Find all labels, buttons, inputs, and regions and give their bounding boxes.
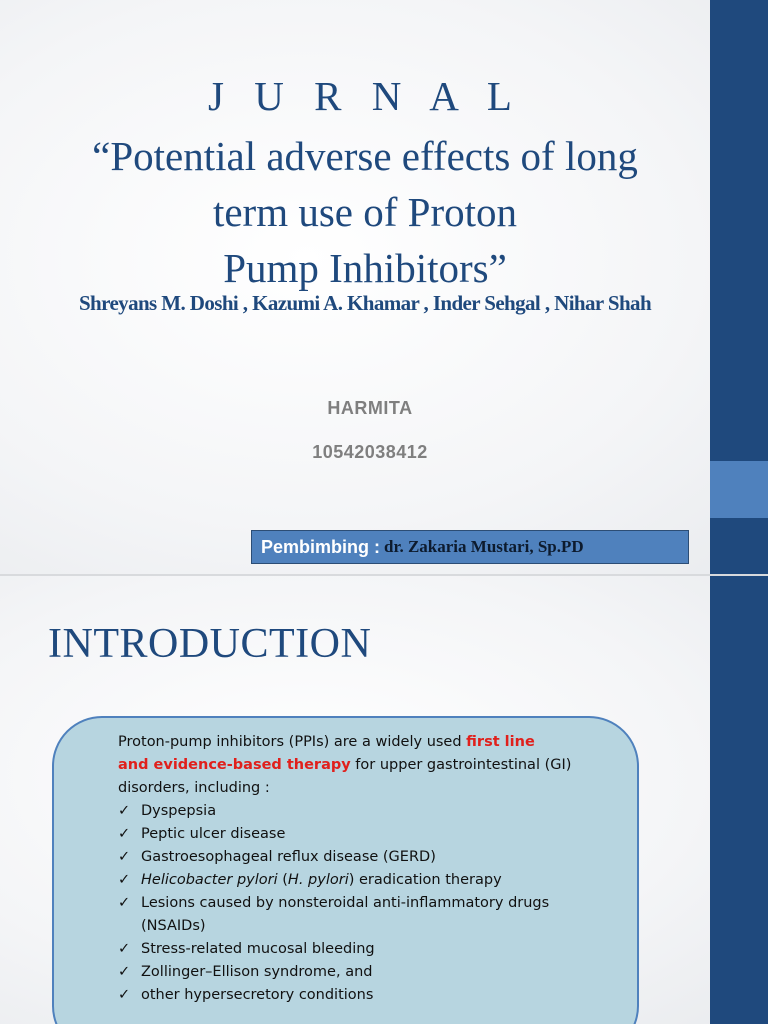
list-item: ✓ Peptic ulcer disease: [118, 823, 598, 846]
list-text: ) eradication therapy: [348, 872, 502, 888]
intro-paragraph: [118, 731, 598, 800]
intro-highlight: first line: [466, 734, 535, 750]
journal-label: J U R N A L: [208, 73, 522, 119]
paper-title-line: term use of Proton: [212, 189, 518, 235]
slide-side-bar: [710, 576, 768, 1024]
supervisor-label: Pembimbing :: [261, 536, 381, 557]
list-text: (NSAIDs): [141, 918, 206, 934]
list-text: (: [277, 872, 288, 888]
intro-content: [118, 731, 598, 1007]
intro-text: Proton-pump inhibitors (PPIs) are a widely used: [118, 734, 467, 750]
paper-authors: Shreyans M. Doshi , Kazumi A. Khamar , Inder Sehgal , Nihar Shah: [78, 291, 652, 315]
list-item: [118, 869, 598, 892]
intro-highlight: and evidence-based therapy: [118, 757, 351, 773]
supervisor-box: [251, 530, 689, 564]
italic-term: H. pylori: [287, 872, 349, 888]
slide-side-accent: [710, 461, 768, 518]
italic-term: Helicobacter pylori: [141, 872, 278, 888]
list-item: ✓ Stress-related mucosal bleeding: [118, 938, 598, 961]
list-text: ✓ Lesions caused by nonsteroidal anti-inflammatory drugs: [141, 895, 550, 911]
student-id: 10542038412: [312, 442, 428, 462]
paper-title-line: Pump Inhibitors”: [223, 245, 507, 291]
slide-heading: INTRODUCTION: [48, 621, 372, 667]
paper-title-line: “Potential adverse effects of long: [92, 133, 638, 179]
indication-list: [118, 800, 598, 1007]
intro-text: for upper gastrointestinal (GI) disorders, including :: [118, 757, 572, 796]
list-item: [118, 892, 598, 938]
supervisor-name: dr. Zakaria Mustari, Sp.PD: [384, 537, 584, 556]
paper-title: [20, 128, 710, 296]
list-item: ✓ Gastroesophageal reflux disease (GERD): [118, 846, 598, 869]
student-name: HARMITA: [327, 398, 413, 418]
list-item: ✓ Zollinger–Ellison syndrome, and: [118, 961, 598, 984]
list-item: ✓ Dyspepsia: [118, 800, 598, 823]
introduction-slide: [0, 576, 768, 1024]
list-item: ✓ other hypersecretory conditions: [118, 984, 598, 1007]
